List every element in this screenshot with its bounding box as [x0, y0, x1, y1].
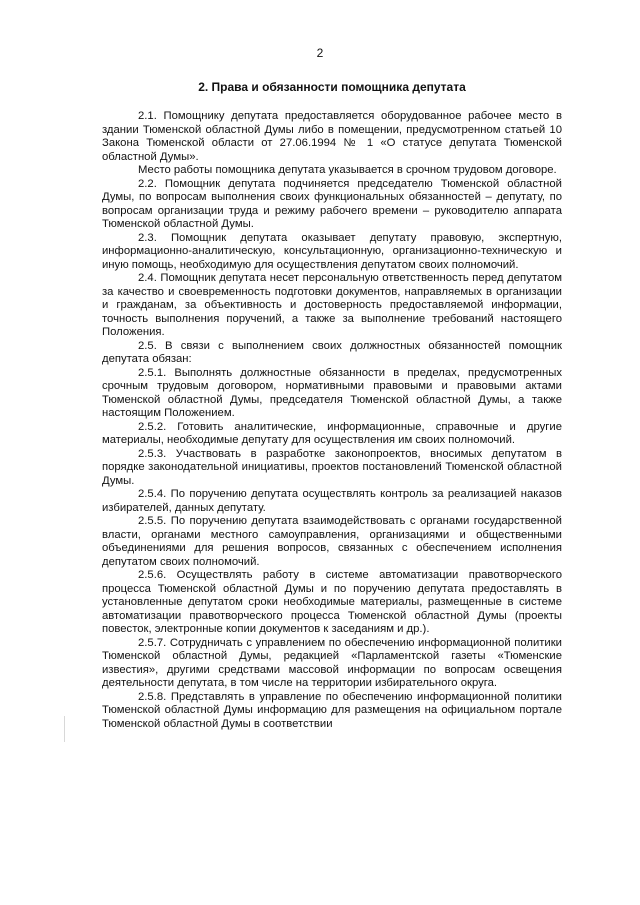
paragraph-2-4: 2.4. Помощник депутата несет персональную ответственность перед депутатом за качество и своевременность подготовки документов, направляемых в организации и гражданам, за объективность и достоверность предоставляемой информации, точность выполнения поручений, а также за выполнение требований настоящего Положения. — [102, 272, 562, 338]
paragraph-2-3: 2.3. Помощник депутата оказывает депутату правовую, экспертную, информационно-аналитическую, консультационную, организационно-техническую и иную помощь, необходимую для осуществления депутатом своих полномочий. — [102, 231, 562, 271]
paragraph-2-5-1: 2.5.1. Выполнять должностные обязанности в пределах, предусмотренных срочным трудовым договором, нормативными правовыми и правовыми актами Тюменской областной Думы, председателя Тюменской областной Думы, а также настоящим Положением. — [102, 366, 562, 419]
paragraph-2-5-7: 2.5.7. Сотрудничать с управлением по обеспечению информационной политики Тюменской областной Думы, редакцией «Парламентской газеты «Тюменские известия», другими средствами массовой информации по вопросам освещения деятельности депутата, в том числе на территории избирательного округа. — [102, 636, 562, 689]
paragraph-2-5-3: 2.5.3. Участвовать в разработке законопроектов, вносимых депутатом в порядке законодательной инициативы, проектов постановлений Тюменской областной Думы. — [102, 447, 562, 487]
section-heading: 2. Права и обязанности помощника депутата — [198, 80, 466, 94]
paragraph-2-5-6: 2.5.6. Осуществлять работу в системе автоматизации правотворческого процесса Тюменской областной Думы и по поручению депутата предоставлять в установленные депутатом сроки необходимые материалы, размещенные в системе автоматизации правотворческого процесса Тюменской областной Думы (проекты повесток, электронные копии документов к заседаниям и др.). — [102, 569, 562, 635]
paragraph-2-5: 2.5. В связи с выполнением своих должностных обязанностей помощник депутата обязан: — [102, 339, 562, 365]
paragraph-2-5-5: 2.5.5. По поручению депутата взаимодействовать с органами государственной власти, органами местного самоуправления, организациями и общественными объединениями для решения вопросов, связанных с обеспечением исполнения депутатом своих полномочий. — [102, 515, 562, 568]
document-body — [102, 110, 562, 731]
paragraph-2-2: 2.2. Помощник депутата подчиняется председателю Тюменской областной Думы, по вопросам выполнения своих функциональных обязанностей – депутату, по вопросам организации труда и режиму рабочего времени – руководителю аппарата Тюменской областной Думы. — [102, 177, 562, 230]
paragraph-workplace: Место работы помощника депутата указывается в срочном трудовом договоре. — [138, 164, 557, 176]
paragraph-2-1: 2.1. Помощнику депутата предоставляется оборудованное рабочее место в здании Тюменской областной Думы либо в помещении, предусмотренном статьей 10 Закона Тюменской области от 27.06.1994 № 1 «О статусе депутата Тюменской областной Думы». — [102, 110, 562, 163]
page-number: 2 — [316, 46, 324, 60]
margin-mark — [64, 716, 65, 742]
paragraph-2-5-4: 2.5.4. По поручению депутата осуществлять контроль за реализацией наказов избирателей, данных депутату. — [102, 488, 562, 514]
paragraph-2-5-2: 2.5.2. Готовить аналитические, информационные, справочные и другие материалы, необходимые депутату для осуществления им своих полномочий. — [102, 420, 562, 446]
paragraph-2-5-8: 2.5.8. Представлять в управление по обеспечению информационной политики Тюменской областной Думы информацию для размещения на официальном портале Тюменской областной Думы в соответствии — [102, 690, 562, 730]
